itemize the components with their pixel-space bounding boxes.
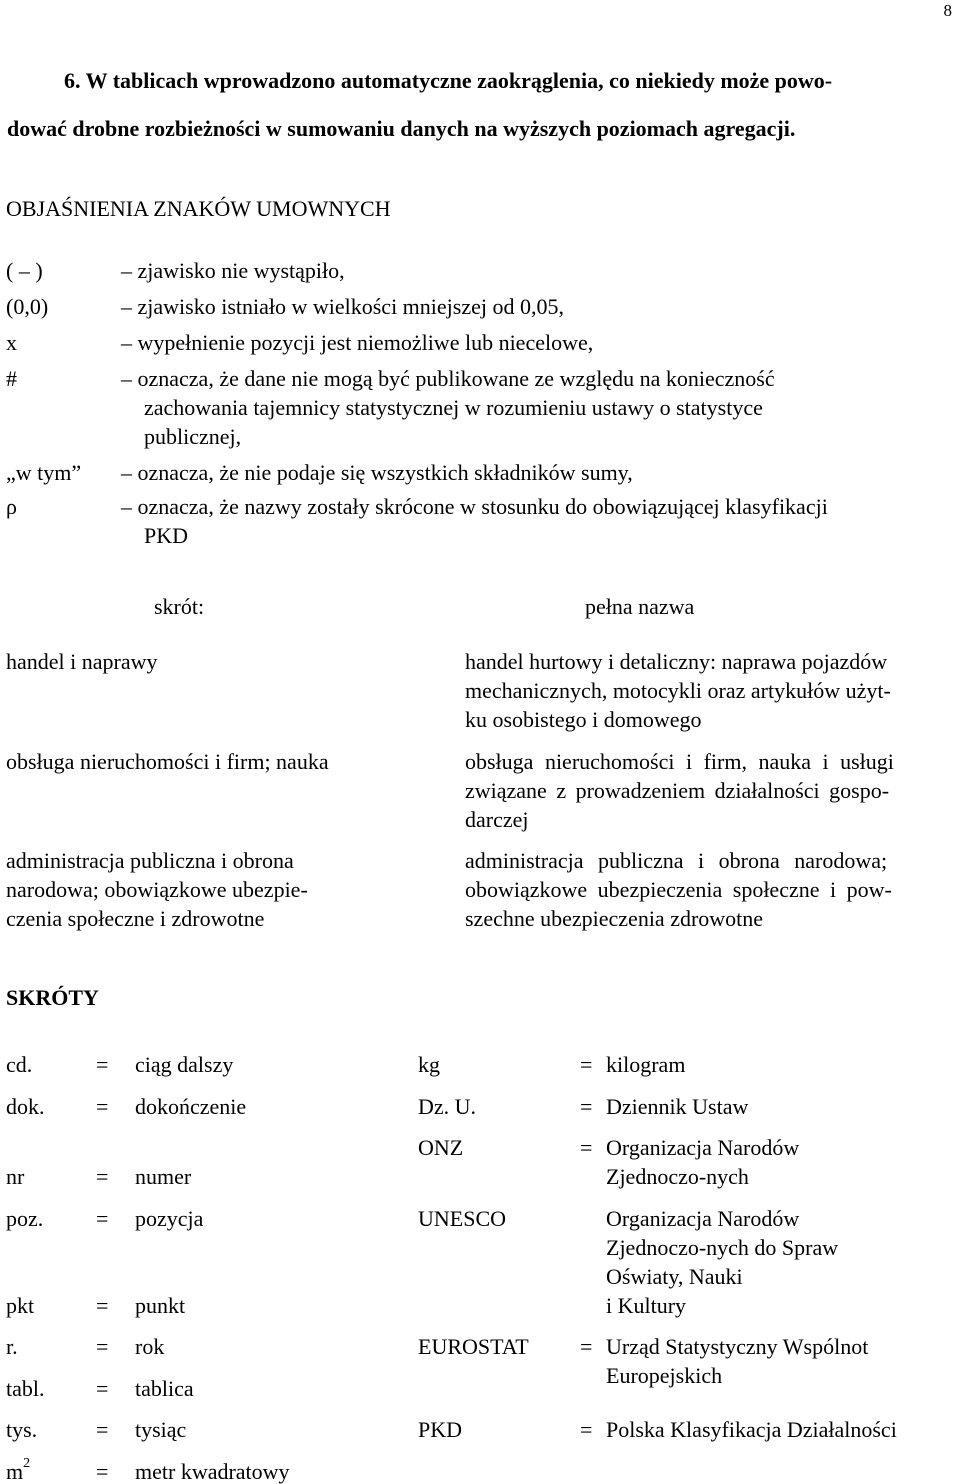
full-name-line: związane z prowadzeniem działalności gospo- — [465, 778, 890, 803]
rounding-note — [7, 66, 954, 141]
equals-sign: = — [96, 1094, 109, 1119]
abbr-meaning: rok — [135, 1334, 165, 1359]
short-name: handel i naprawy — [6, 649, 158, 674]
abbr: cd. — [6, 1052, 33, 1077]
abbr-meaning: numer — [135, 1164, 192, 1189]
symbol-description: – oznacza, że dane nie mogą być publikowane ze względu na konieczność — [121, 366, 775, 391]
symbol-description: – oznacza, że nazwy zostały skrócone w stosunku do obowiązującej klasyfikacji — [121, 494, 828, 519]
equals-sign: = — [580, 1334, 593, 1359]
equals-sign: = — [580, 1094, 593, 1119]
skroty-title: SKRÓTY — [6, 985, 99, 1010]
equals-sign: = — [580, 1135, 593, 1160]
symbol: (0,0) — [6, 294, 49, 319]
abbr-meaning: Dziennik Ustaw — [606, 1094, 749, 1119]
equals-sign: = — [96, 1376, 109, 1401]
abbr-meaning: Polska Klasyfikacja Działalności — [606, 1417, 897, 1442]
abbr: r. — [6, 1334, 18, 1359]
symbol-description-cont: PKD — [144, 523, 189, 548]
equals-sign: = — [96, 1417, 109, 1442]
equals-sign: = — [580, 1052, 593, 1077]
abbr-meaning: Organizacja Narodów — [606, 1135, 800, 1160]
symbol-description-cont: zachowania tajemnicy statystycznej w rozumieniu ustawy o statystyce — [144, 395, 763, 420]
symbol: # — [6, 366, 17, 391]
abbr: Dz. U. — [418, 1094, 477, 1119]
abbr-superscript: 2 — [23, 1455, 31, 1471]
full-name-line: handel hurtowy i detaliczny: naprawa pojazdów — [465, 649, 888, 674]
abbr: tabl. — [6, 1376, 45, 1401]
short-name: narodowa; obowiązkowe ubezpie- — [6, 877, 308, 902]
full-name-line: obsługa nieruchomości i firm, nauka i usługi — [465, 749, 894, 774]
abbr-meaning: dokończenie — [135, 1094, 247, 1119]
full-name-line: administracja publiczna i obrona narodowa; — [465, 848, 888, 873]
page-number: 8 — [943, 1, 952, 20]
full-name-line: szechne ubezpieczenia zdrowotne — [465, 906, 764, 931]
abbr-base: m — [6, 1459, 24, 1484]
abbr-meaning: kilogram — [606, 1052, 686, 1077]
symbol: „w tym” — [6, 460, 82, 485]
abbr: UNESCO — [418, 1206, 507, 1231]
short-name: administracja publiczna i obrona — [6, 848, 294, 873]
symbol-description: – zjawisko nie wystąpiło, — [121, 258, 345, 283]
symbols-section-title: OBJAŚNIENIA ZNAKÓW UMOWNYCH — [6, 196, 391, 221]
abbr-meaning: punkt — [135, 1293, 186, 1318]
equals-sign: = — [96, 1459, 109, 1484]
symbol: ( – ) — [6, 258, 43, 283]
full-name-line: darczej — [465, 807, 529, 832]
symbol-description: – zjawisko istniało w wielkości mniejszej od 0,05, — [121, 294, 564, 319]
short-name: obsługa nieruchomości i firm; nauka — [6, 749, 329, 774]
full-name-line: obowiązkowe ubezpieczenia społeczne i pow- — [465, 877, 892, 902]
abbr: ONZ — [418, 1135, 464, 1160]
symbol-description-cont: publicznej, — [144, 424, 242, 449]
symbol-description: – oznacza, że nie podaje się wszystkich składników sumy, — [121, 460, 633, 485]
abbr: EUROSTAT — [418, 1334, 529, 1359]
equals-sign: = — [96, 1293, 109, 1318]
full-name-line: ku osobistego i domowego — [465, 707, 702, 732]
short-name: czenia społeczne i zdrowotne — [6, 906, 265, 931]
abbr-meaning: ciąg dalszy — [135, 1052, 234, 1077]
equals-sign: = — [580, 1417, 593, 1442]
abbr-meaning: Oświaty, Nauki — [606, 1264, 743, 1289]
equals-sign: = — [96, 1052, 109, 1077]
abbr: kg — [418, 1052, 440, 1077]
abbr: dok. — [6, 1094, 45, 1119]
abbr-meaning: i Kultury — [606, 1293, 687, 1318]
abbr: tys. — [6, 1417, 38, 1442]
abbr-meaning: metr kwadratowy — [135, 1459, 290, 1484]
abbr-meaning: Organizacja Narodów — [606, 1206, 800, 1231]
abbr-meaning: Zjednoczo-nych do Spraw — [606, 1235, 839, 1260]
abbr: PKD — [418, 1417, 463, 1442]
abbr-meaning: tysiąc — [135, 1417, 187, 1442]
equals-sign: = — [96, 1206, 109, 1231]
abbr-meaning: Zjednoczo-nych — [606, 1164, 749, 1189]
symbol: ρ — [6, 494, 17, 519]
abbr-meaning: tablica — [135, 1376, 194, 1401]
equals-sign: = — [96, 1164, 109, 1189]
abbr: nr — [6, 1164, 25, 1189]
header-full: pełna nazwa — [585, 594, 695, 619]
abbr: pkt — [6, 1293, 35, 1318]
abbr-meaning: pozycja — [135, 1206, 204, 1231]
rounding-note-line2: dować drobne rozbieżności w sumowaniu danych na wyższych poziomach agregacji. — [7, 116, 796, 141]
symbol: x — [6, 330, 17, 355]
abbr — [6, 1457, 30, 1484]
header-short: skrót: — [154, 594, 205, 619]
rounding-note-line1: 6. W tablicach wprowadzono automatyczne zaokrąglenia, co niekiedy może powo- — [64, 68, 833, 93]
abbr: poz. — [6, 1206, 44, 1231]
equals-sign: = — [96, 1334, 109, 1359]
full-name-line: mechanicznych, motocykli oraz artykułów użyt- — [465, 678, 891, 703]
abbr-meaning: Europejskich — [606, 1363, 723, 1388]
symbol-description: – wypełnienie pozycji jest niemożliwe lub niecelowe, — [121, 330, 594, 355]
abbr-meaning: Urząd Statystyczny Wspólnot — [606, 1334, 869, 1359]
